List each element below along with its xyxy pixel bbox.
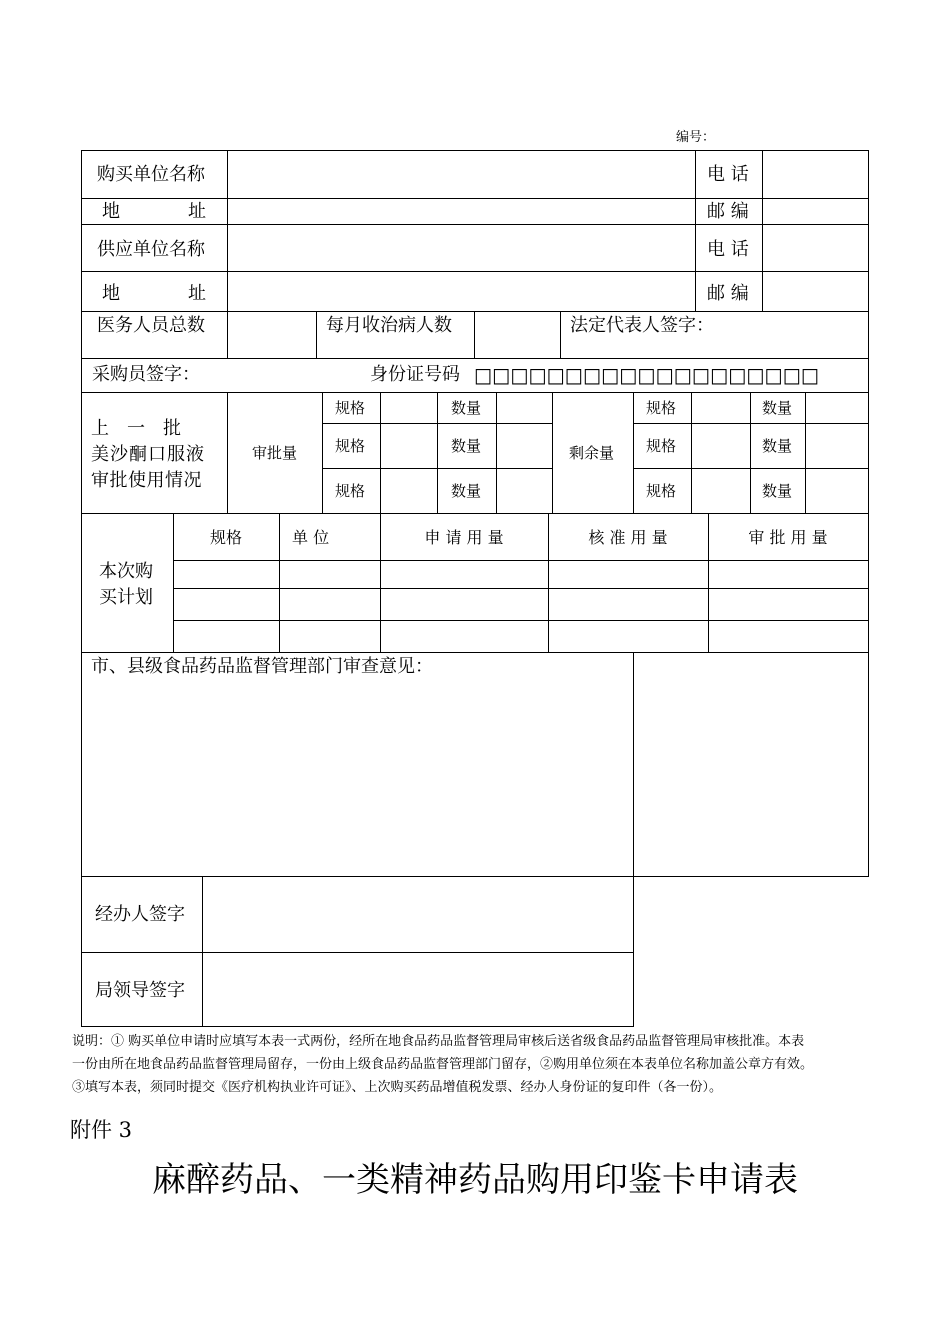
qty-label: 数量 (451, 482, 482, 500)
spec-label: 规格 (646, 399, 677, 417)
purchase-plan-label-2: 买计划 (99, 587, 153, 608)
medical-staff-total-label: 医务人员总数 (97, 315, 205, 336)
review-opinion-label: 市、县级食品药品监督管理部门审查意见： (91, 656, 433, 677)
instructions-note (72, 1030, 932, 1099)
last-batch-label-1: 上 一 批 (91, 418, 181, 439)
spec-label: 规格 (646, 437, 677, 455)
supplier-postcode-field[interactable] (763, 272, 867, 311)
buyer-address-label-2: 址 (188, 201, 206, 222)
buyer-address-field[interactable] (228, 199, 694, 224)
serial-number-label: 编号： (676, 130, 716, 145)
purchase-plan-label-1: 本次购 (99, 561, 153, 582)
note-line-2: 一份由所在地食品药品监督管理局留存，一份由上级食品药品监督管理部门留存，②购用单位须在本表单位名称加盖公章方有效。 (72, 1057, 814, 1072)
buyer-phone-label: 电 话 (707, 164, 749, 185)
monthly-patients-label: 每月收治病人数 (326, 315, 452, 336)
approved-quantity-label: 审批量 (252, 444, 298, 462)
last-batch-label-3: 审批使用情况 (91, 470, 202, 491)
qty-label: 数量 (762, 482, 793, 500)
note-line-1: 说明：① 购买单位申请时应填写本表一式两份，经所在地食品药品监督管理局审核后送省级食品药品监督管理局审核批准。本表 (72, 1034, 805, 1049)
plan-header-requested: 申 请 用 量 (424, 528, 504, 547)
supplier-name-field[interactable] (228, 225, 694, 271)
leader-sign-label: 局领导签字 (95, 980, 185, 1001)
supplier-address-field[interactable] (228, 272, 694, 311)
spec-label: 规格 (646, 482, 677, 500)
id-number-boxes[interactable]: □□□□□□□□□□□□□□□□□□□ (474, 363, 820, 387)
handler-sign-field[interactable] (203, 877, 633, 952)
remaining-quantity-label: 剩余量 (569, 444, 615, 462)
supplier-address-label: 地 (102, 283, 120, 304)
supplier-phone-field[interactable] (763, 225, 867, 271)
id-number-label: 身份证号码 (370, 364, 460, 385)
supplier-phone-label: 电 话 (707, 239, 749, 260)
monthly-patients-field[interactable] (475, 312, 560, 358)
qty-label: 数量 (451, 437, 482, 455)
last-batch-label-2: 美沙酮口服液 (91, 444, 205, 465)
note-line-3: ③填写本表，须同时提交《医疗机构执业许可证》、上次购买药品增值税发票、经办人身份证的复印件（各一份）。 (72, 1080, 723, 1095)
leader-sign-field[interactable] (203, 953, 633, 1026)
buyer-name-field[interactable] (228, 151, 694, 198)
qty-label: 数量 (451, 399, 482, 417)
buyer-address-label: 地 (102, 201, 120, 222)
spec-label: 规格 (335, 482, 366, 500)
buyer-name-label: 购买单位名称 (97, 164, 205, 185)
medical-staff-total-field[interactable] (228, 312, 316, 358)
handler-sign-label: 经办人签字 (95, 904, 185, 925)
buyer-phone-field[interactable] (763, 151, 867, 198)
buyer-postcode-label: 邮 编 (707, 201, 749, 222)
next-form-title: 麻醉药品、一类精神药品购用印鉴卡申请表 (152, 1160, 798, 1200)
spec-label: 规格 (335, 399, 366, 417)
qty-label: 数量 (762, 399, 793, 417)
plan-header-approved: 审 批 用 量 (748, 528, 828, 547)
legal-rep-sign-label: 法定代表人签字： (570, 315, 714, 336)
buyer-postcode-field[interactable] (763, 199, 867, 224)
plan-header-verified: 核 准 用 量 (588, 528, 668, 547)
plan-header-unit: 单 位 (292, 528, 330, 547)
supplier-name-label: 供应单位名称 (97, 239, 205, 260)
spec-label: 规格 (335, 437, 366, 455)
plan-header-spec: 规格 (209, 528, 242, 547)
review-opinion-field[interactable] (82, 684, 632, 874)
purchaser-sign-label: 采购员签字： (92, 364, 200, 385)
supplier-postcode-label: 邮 编 (707, 283, 749, 304)
supplier-address-label-2: 址 (188, 283, 206, 304)
attachment-label: 附件 3 (70, 1118, 133, 1142)
qty-label: 数量 (762, 437, 793, 455)
